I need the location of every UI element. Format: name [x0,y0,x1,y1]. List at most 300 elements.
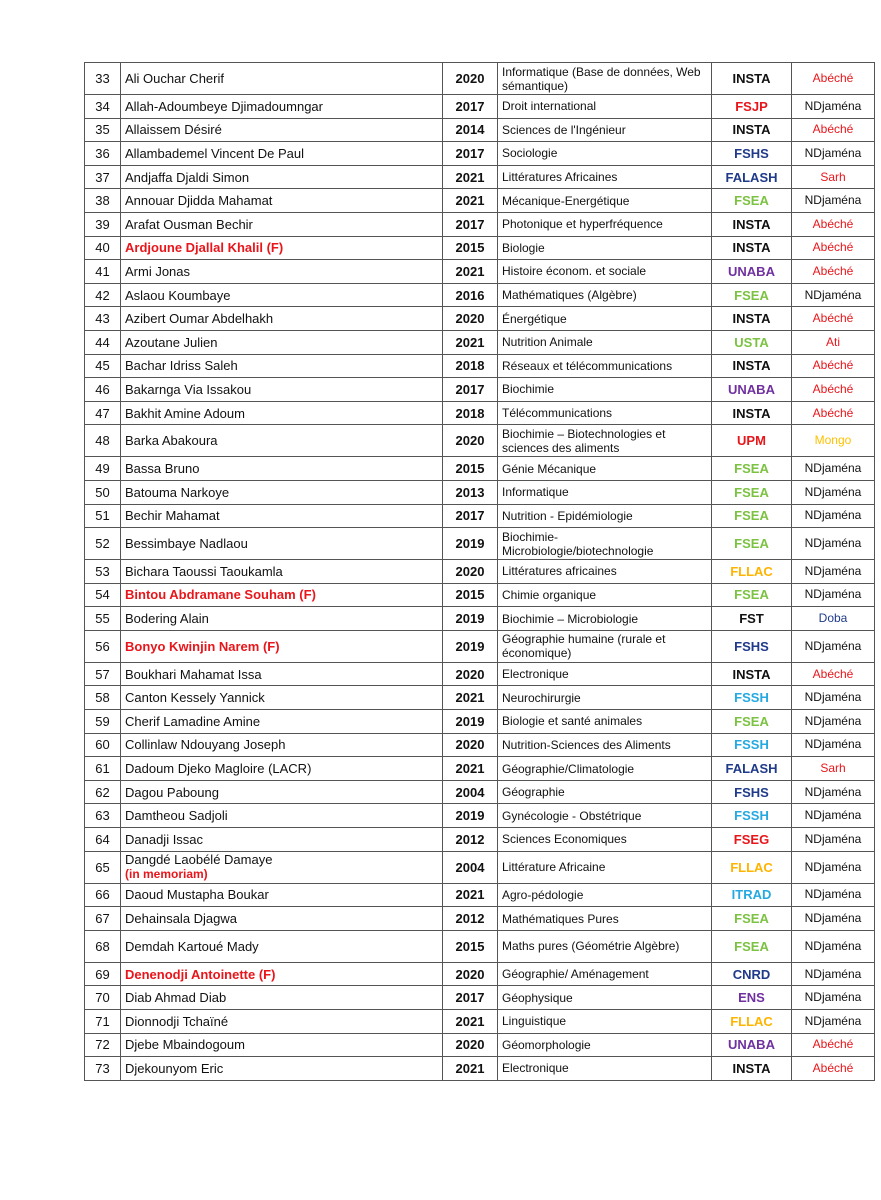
table-row [85,378,875,402]
person-name-text: Boukhari Mahamat Issa [125,666,262,682]
person-name-text: Annouar Djidda Mahamat [125,193,273,209]
city: NDjaména [792,851,875,883]
table-row [85,662,875,686]
person-name-text: Bakarnga Via Issakou [125,381,252,397]
row-number: 64 [85,828,121,852]
person-name-text: Dangdé Laobélé Damaye [125,852,273,868]
person-name [121,118,443,142]
defense-year: 2021 [443,686,498,710]
city: NDjaména [792,283,875,307]
row-number: 72 [85,1033,121,1057]
person-name [121,95,443,119]
person-name [121,283,443,307]
person-name-text: Bechir Mahamat [125,508,220,524]
city: Abéché [792,212,875,236]
table-row [85,630,875,662]
person-name [121,1057,443,1081]
research-field: Mathématiques (Algèbre) [498,283,712,307]
city: NDjaména [792,930,875,962]
table-row [85,930,875,962]
person-name-text: Allambademel Vincent De Paul [125,145,304,161]
city: Abéché [792,260,875,284]
table-row [85,583,875,607]
research-field: Géophysique [498,986,712,1010]
research-field: Biochimie – Microbiologie [498,607,712,631]
defense-year: 2020 [443,962,498,986]
person-name [121,883,443,907]
city: Sarh [792,165,875,189]
defense-year: 2020 [443,733,498,757]
city: NDjaména [792,480,875,504]
defense-year: 2018 [443,354,498,378]
institution: FSHS [712,630,792,662]
defense-year: 2017 [443,142,498,166]
person-name-text: Ardjoune Djallal Khalil (F) [125,240,284,256]
defense-year: 2021 [443,189,498,213]
row-number: 40 [85,236,121,260]
person-name-text: Canton Kessely Yannick [125,690,265,706]
research-field: Maths pures (Géométrie Algèbre) [498,930,712,962]
person-name-text: Bessimbaye Nadlaou [125,536,248,552]
city: NDjaména [792,710,875,734]
table-row [85,733,875,757]
person-name-text: Demdah Kartoué Mady [125,938,259,954]
defense-year: 2021 [443,165,498,189]
table-row [85,95,875,119]
research-field: Gynécologie - Obstétrique [498,804,712,828]
research-field: Mécanique-Energétique [498,189,712,213]
defense-year: 2020 [443,307,498,331]
defense-year: 2019 [443,607,498,631]
research-field: Histoire économ. et sociale [498,260,712,284]
defense-year: 2019 [443,528,498,560]
defense-year: 2012 [443,907,498,931]
doctors-table [84,62,875,1081]
person-name-text: Bassa Bruno [125,461,200,477]
city: Abéché [792,1033,875,1057]
table-row [85,986,875,1010]
institution: FSEA [712,583,792,607]
person-name [121,662,443,686]
person-name-text: Djebe Mbaindogoum [125,1037,245,1053]
defense-year: 2018 [443,401,498,425]
defense-year: 2017 [443,95,498,119]
research-field: Énergétique [498,307,712,331]
defense-year: 2015 [443,236,498,260]
row-number: 39 [85,212,121,236]
person-name [121,804,443,828]
table-row [85,260,875,284]
defense-year: 2020 [443,63,498,95]
research-field: Sociologie [498,142,712,166]
table-row [85,63,875,95]
research-field: Linguistique [498,1010,712,1034]
institution: FSEA [712,528,792,560]
institution: FSEA [712,930,792,962]
defense-year: 2021 [443,757,498,781]
institution: FSEA [712,283,792,307]
person-name [121,528,443,560]
institution: ENS [712,986,792,1010]
institution: UNABA [712,260,792,284]
table-body [85,63,875,1081]
city: NDjaména [792,560,875,584]
row-number: 46 [85,378,121,402]
institution: FSEG [712,828,792,852]
defense-year: 2021 [443,883,498,907]
row-number: 35 [85,118,121,142]
research-field: Neurochirurgie [498,686,712,710]
row-number: 41 [85,260,121,284]
research-field: Génie Mécanique [498,457,712,481]
defense-year: 2017 [443,378,498,402]
row-number: 37 [85,165,121,189]
person-name [121,710,443,734]
institution: ITRAD [712,883,792,907]
institution: FSEA [712,480,792,504]
city: NDjaména [792,504,875,528]
city: NDjaména [792,804,875,828]
person-name-text: Bachar Idriss Saleh [125,358,238,374]
table-row [85,560,875,584]
defense-year: 2020 [443,662,498,686]
table-row [85,401,875,425]
defense-year: 2017 [443,212,498,236]
person-name [121,189,443,213]
research-field: Littérature Africaine [498,851,712,883]
row-number: 52 [85,528,121,560]
institution: CNRD [712,962,792,986]
research-field: Biochimie – Biotechnologies et sciences des aliments [498,425,712,457]
city: Abéché [792,401,875,425]
institution: USTA [712,330,792,354]
person-name [121,907,443,931]
row-number: 48 [85,425,121,457]
city: NDjaména [792,95,875,119]
person-name [121,425,443,457]
defense-year: 2021 [443,1057,498,1081]
person-name [121,480,443,504]
person-name [121,354,443,378]
city: NDjaména [792,142,875,166]
defense-year: 2020 [443,425,498,457]
institution: INSTA [712,307,792,331]
row-number: 59 [85,710,121,734]
city: Doba [792,607,875,631]
person-name [121,583,443,607]
city: Abéché [792,1057,875,1081]
city: Abéché [792,354,875,378]
row-number: 73 [85,1057,121,1081]
person-name-text: Andjaffa Djaldi Simon [125,169,250,185]
person-name-text: Armi Jonas [125,263,191,279]
table-row [85,828,875,852]
defense-year: 2020 [443,1033,498,1057]
person-name [121,307,443,331]
row-number: 55 [85,607,121,631]
research-field: Biologie et santé animales [498,710,712,734]
research-field: Agro-pédologie [498,883,712,907]
table-row [85,883,875,907]
person-name [121,607,443,631]
defense-year: 2021 [443,330,498,354]
city: NDjaména [792,883,875,907]
row-number: 67 [85,907,121,931]
city: NDjaména [792,780,875,804]
research-field: Réseaux et télécommunications [498,354,712,378]
city: NDjaména [792,583,875,607]
city: NDjaména [792,986,875,1010]
research-field: Géographie/ Aménagement [498,962,712,986]
research-field: Biologie [498,236,712,260]
institution: INSTA [712,354,792,378]
institution: FLLAC [712,560,792,584]
research-field: Géographie humaine (rurale et économique) [498,630,712,662]
institution: FALASH [712,165,792,189]
institution: FSSH [712,733,792,757]
table-row [85,118,875,142]
city: NDjaména [792,907,875,931]
row-number: 44 [85,330,121,354]
city: NDjaména [792,686,875,710]
table-row [85,804,875,828]
row-number: 58 [85,686,121,710]
table-row [85,480,875,504]
research-field: Droit international [498,95,712,119]
table-row [85,710,875,734]
row-number: 47 [85,401,121,425]
person-name [121,828,443,852]
institution: FLLAC [712,851,792,883]
person-name [121,686,443,710]
table-row [85,780,875,804]
person-name [121,504,443,528]
person-name [121,757,443,781]
research-field: Mathématiques Pures [498,907,712,931]
defense-year: 2012 [443,828,498,852]
person-name [121,930,443,962]
person-name-text: Barka Abakoura [125,433,218,449]
research-field: Biochimie-Microbiologie/biotechnologie [498,528,712,560]
defense-year: 2015 [443,930,498,962]
row-number: 51 [85,504,121,528]
person-name-text: Dehainsala Djagwa [125,911,238,927]
research-field: Chimie organique [498,583,712,607]
person-name-text: Bodering Alain [125,611,209,627]
person-name-text: Bichara Taoussi Taoukamla [125,563,283,579]
table-row [85,1057,875,1081]
defense-year: 2013 [443,480,498,504]
table-row [85,212,875,236]
person-name-text: Denenodji Antoinette (F) [125,966,276,982]
defense-year: 2019 [443,710,498,734]
table-row [85,504,875,528]
row-number: 71 [85,1010,121,1034]
institution: FSJP [712,95,792,119]
person-name-text: Diab Ahmad Diab [125,990,227,1006]
defense-year: 2004 [443,851,498,883]
person-name-text: Ali Ouchar Cherif [125,71,224,86]
table-row [85,165,875,189]
person-name-text: Djekounyom Eric [125,1060,224,1076]
row-number: 38 [85,189,121,213]
institution: INSTA [712,401,792,425]
table-row [85,962,875,986]
person-name [121,457,443,481]
institution: FSHS [712,780,792,804]
row-number: 66 [85,883,121,907]
person-name [121,733,443,757]
row-number: 45 [85,354,121,378]
person-name [121,780,443,804]
city: NDjaména [792,457,875,481]
defense-year: 2016 [443,283,498,307]
city: NDjaména [792,828,875,852]
institution: FSEA [712,189,792,213]
table-row [85,425,875,457]
research-field: Electronique [498,1057,712,1081]
city: Abéché [792,63,875,95]
person-name [121,851,443,883]
institution: FSEA [712,504,792,528]
table-row [85,236,875,260]
city: Ati [792,330,875,354]
defense-year: 2021 [443,1010,498,1034]
city: NDjaména [792,733,875,757]
table-row [85,757,875,781]
research-field: Nutrition-Sciences des Aliments [498,733,712,757]
table-row [85,354,875,378]
table-row [85,528,875,560]
person-name-text: Danadji Issac [125,831,204,847]
institution: FSEA [712,457,792,481]
defense-year: 2004 [443,780,498,804]
table-row [85,307,875,331]
research-field: Sciences de l'Ingénieur [498,118,712,142]
person-name-text: Cherif Lamadine Amine [125,713,261,729]
person-name-text: Azibert Oumar Abdelhakh [125,311,274,327]
row-number: 60 [85,733,121,757]
city: NDjaména [792,962,875,986]
institution: UNABA [712,1033,792,1057]
row-number: 65 [85,851,121,883]
person-name [121,330,443,354]
city: Abéché [792,118,875,142]
memoriam-note: (in memoriam) [125,867,208,882]
institution: INSTA [712,118,792,142]
table-row [85,330,875,354]
research-field: Nutrition - Epidémiologie [498,504,712,528]
research-field: Informatique (Base de données, Web sémantique) [498,63,712,95]
institution: FALASH [712,757,792,781]
table-row [85,283,875,307]
institution: INSTA [712,212,792,236]
institution: FSEA [712,907,792,931]
table-row [85,189,875,213]
institution: FSEA [712,710,792,734]
row-number: 33 [85,63,121,95]
person-name-text: Allaissem Désiré [125,122,222,138]
institution: UPM [712,425,792,457]
person-name-text: Bonyo Kwinjin Narem (F) [125,638,280,654]
research-field: Electronique [498,662,712,686]
institution: FSSH [712,804,792,828]
person-name-text: Batouma Narkoye [125,484,230,500]
research-field: Sciences Economiques [498,828,712,852]
city: Sarh [792,757,875,781]
person-name [121,560,443,584]
row-number: 70 [85,986,121,1010]
research-field: Nutrition Animale [498,330,712,354]
research-field: Photonique et hyperfréquence [498,212,712,236]
institution: FSSH [712,686,792,710]
institution: FLLAC [712,1010,792,1034]
person-name-text: Damtheou Sadjoli [125,808,228,824]
table-row [85,142,875,166]
defense-year: 2015 [443,583,498,607]
person-name-text: Dionnodji Tchaïné [125,1013,229,1029]
person-name [121,1033,443,1057]
row-number: 61 [85,757,121,781]
person-name [121,986,443,1010]
person-name [121,962,443,986]
defense-year: 2019 [443,804,498,828]
city: Abéché [792,236,875,260]
row-number: 56 [85,630,121,662]
row-number: 49 [85,457,121,481]
person-name [121,212,443,236]
person-name-text: Bintou Abdramane Souham (F) [125,587,316,603]
person-name-text: Dagou Paboung [125,784,219,800]
row-number: 50 [85,480,121,504]
research-field: Géographie [498,780,712,804]
person-name [121,142,443,166]
research-field: Biochimie [498,378,712,402]
research-field: Télécommunications [498,401,712,425]
city: NDjaména [792,189,875,213]
row-number: 53 [85,560,121,584]
defense-year: 2017 [443,504,498,528]
city: Abéché [792,662,875,686]
defense-year: 2020 [443,560,498,584]
city: NDjaména [792,528,875,560]
person-name [121,630,443,662]
defense-year: 2015 [443,457,498,481]
row-number: 34 [85,95,121,119]
person-name-text: Aslaou Koumbaye [125,287,231,303]
person-name [121,401,443,425]
person-name [121,165,443,189]
table-row [85,607,875,631]
institution: INSTA [712,63,792,95]
person-name-text: Allah-Adoumbeye Djimadoumngar [125,98,323,114]
city: NDjaména [792,630,875,662]
defense-year: 2014 [443,118,498,142]
table-row [85,907,875,931]
person-name [121,63,443,95]
defense-year: 2021 [443,260,498,284]
city: Abéché [792,378,875,402]
research-field: Littératures africaines [498,560,712,584]
city: NDjaména [792,1010,875,1034]
row-number: 57 [85,662,121,686]
table-row [85,1010,875,1034]
person-name-text: Bakhit Amine Adoum [125,405,245,421]
person-name [121,236,443,260]
research-field: Géomorphologie [498,1033,712,1057]
person-name-text: Daoud Mustapha Boukar [125,887,269,903]
person-name-text: Arafat Ousman Bechir [125,216,253,232]
